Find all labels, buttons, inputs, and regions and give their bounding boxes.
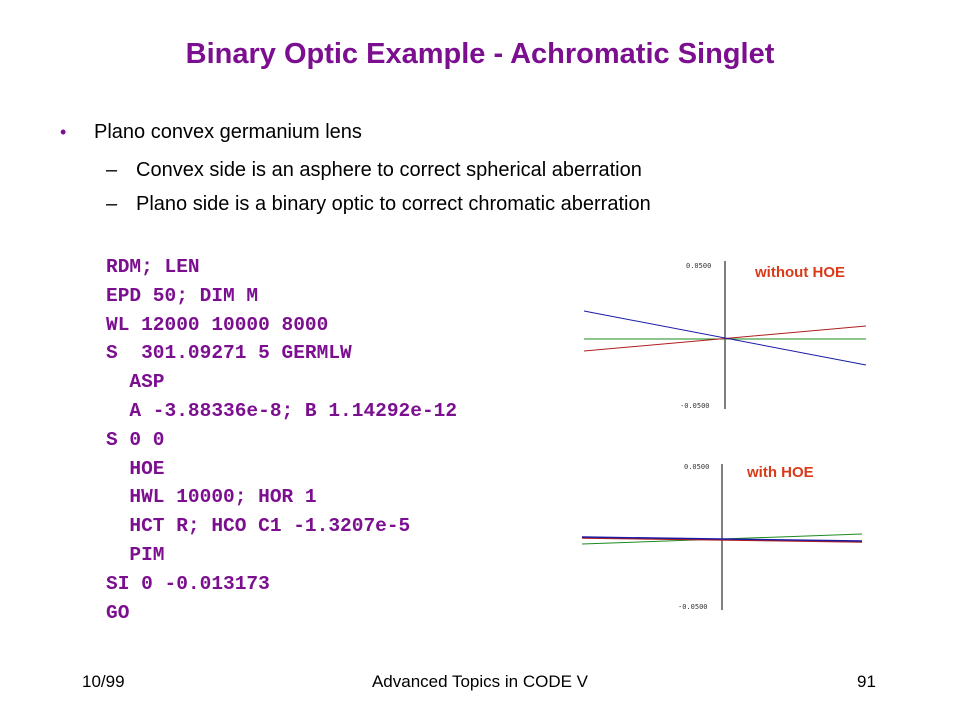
plot-label-without-hoe: without HOE (755, 264, 845, 281)
code-line: HWL 10000; HOR 1 (106, 486, 317, 509)
code-line: ASP (106, 371, 165, 394)
code-block (106, 253, 457, 627)
code-line: HCT R; HCO C1 -1.3207e-5 (106, 515, 411, 538)
subbullet (106, 159, 642, 182)
plot-with-hoe (578, 458, 878, 616)
code-line: S 0 0 (106, 428, 165, 451)
code-line: A -3.88336e-8; B 1.14292e-12 (106, 399, 458, 422)
plot-ymin-label: -0.0500 (680, 402, 710, 410)
code-line: RDM; LEN (106, 256, 200, 278)
plot-ymax-label: 0.0500 (686, 262, 712, 270)
plot-ymax-label: 0.0500 (684, 463, 710, 471)
code-line: SI 0 -0.013173 (106, 572, 270, 595)
subbullet-text: Plano side is a binary optic to correct chromatic aberration (136, 193, 651, 215)
subbullet-marker: – (106, 193, 118, 215)
code-line: EPD 50; DIM M (106, 284, 259, 307)
bullet-text: Plano convex germanium lens (94, 121, 362, 143)
code-line: WL 12000 10000 8000 (106, 313, 329, 336)
code-line: HOE (106, 457, 165, 480)
footer-page-number: 91 (857, 672, 876, 691)
footer-date: 10/99 (82, 672, 125, 691)
plot-ymin-label: -0.0500 (678, 603, 708, 611)
footer-course-title: Advanced Topics in CODE V (371, 672, 589, 691)
code-line: S 301.09271 5 GERMLW (106, 342, 352, 365)
slide-title: Binary Optic Example - Achromatic Singlet (185, 38, 775, 70)
code-line: PIM (106, 543, 165, 566)
plot-label-with-hoe: with HOE (747, 464, 814, 481)
subbullet (106, 193, 651, 216)
code-line: GO (106, 601, 130, 624)
subbullet-marker: – (106, 159, 118, 181)
subbullet-text: Convex side is an asphere to correct spherical aberration (136, 159, 642, 181)
bullet-marker: • (60, 122, 67, 142)
